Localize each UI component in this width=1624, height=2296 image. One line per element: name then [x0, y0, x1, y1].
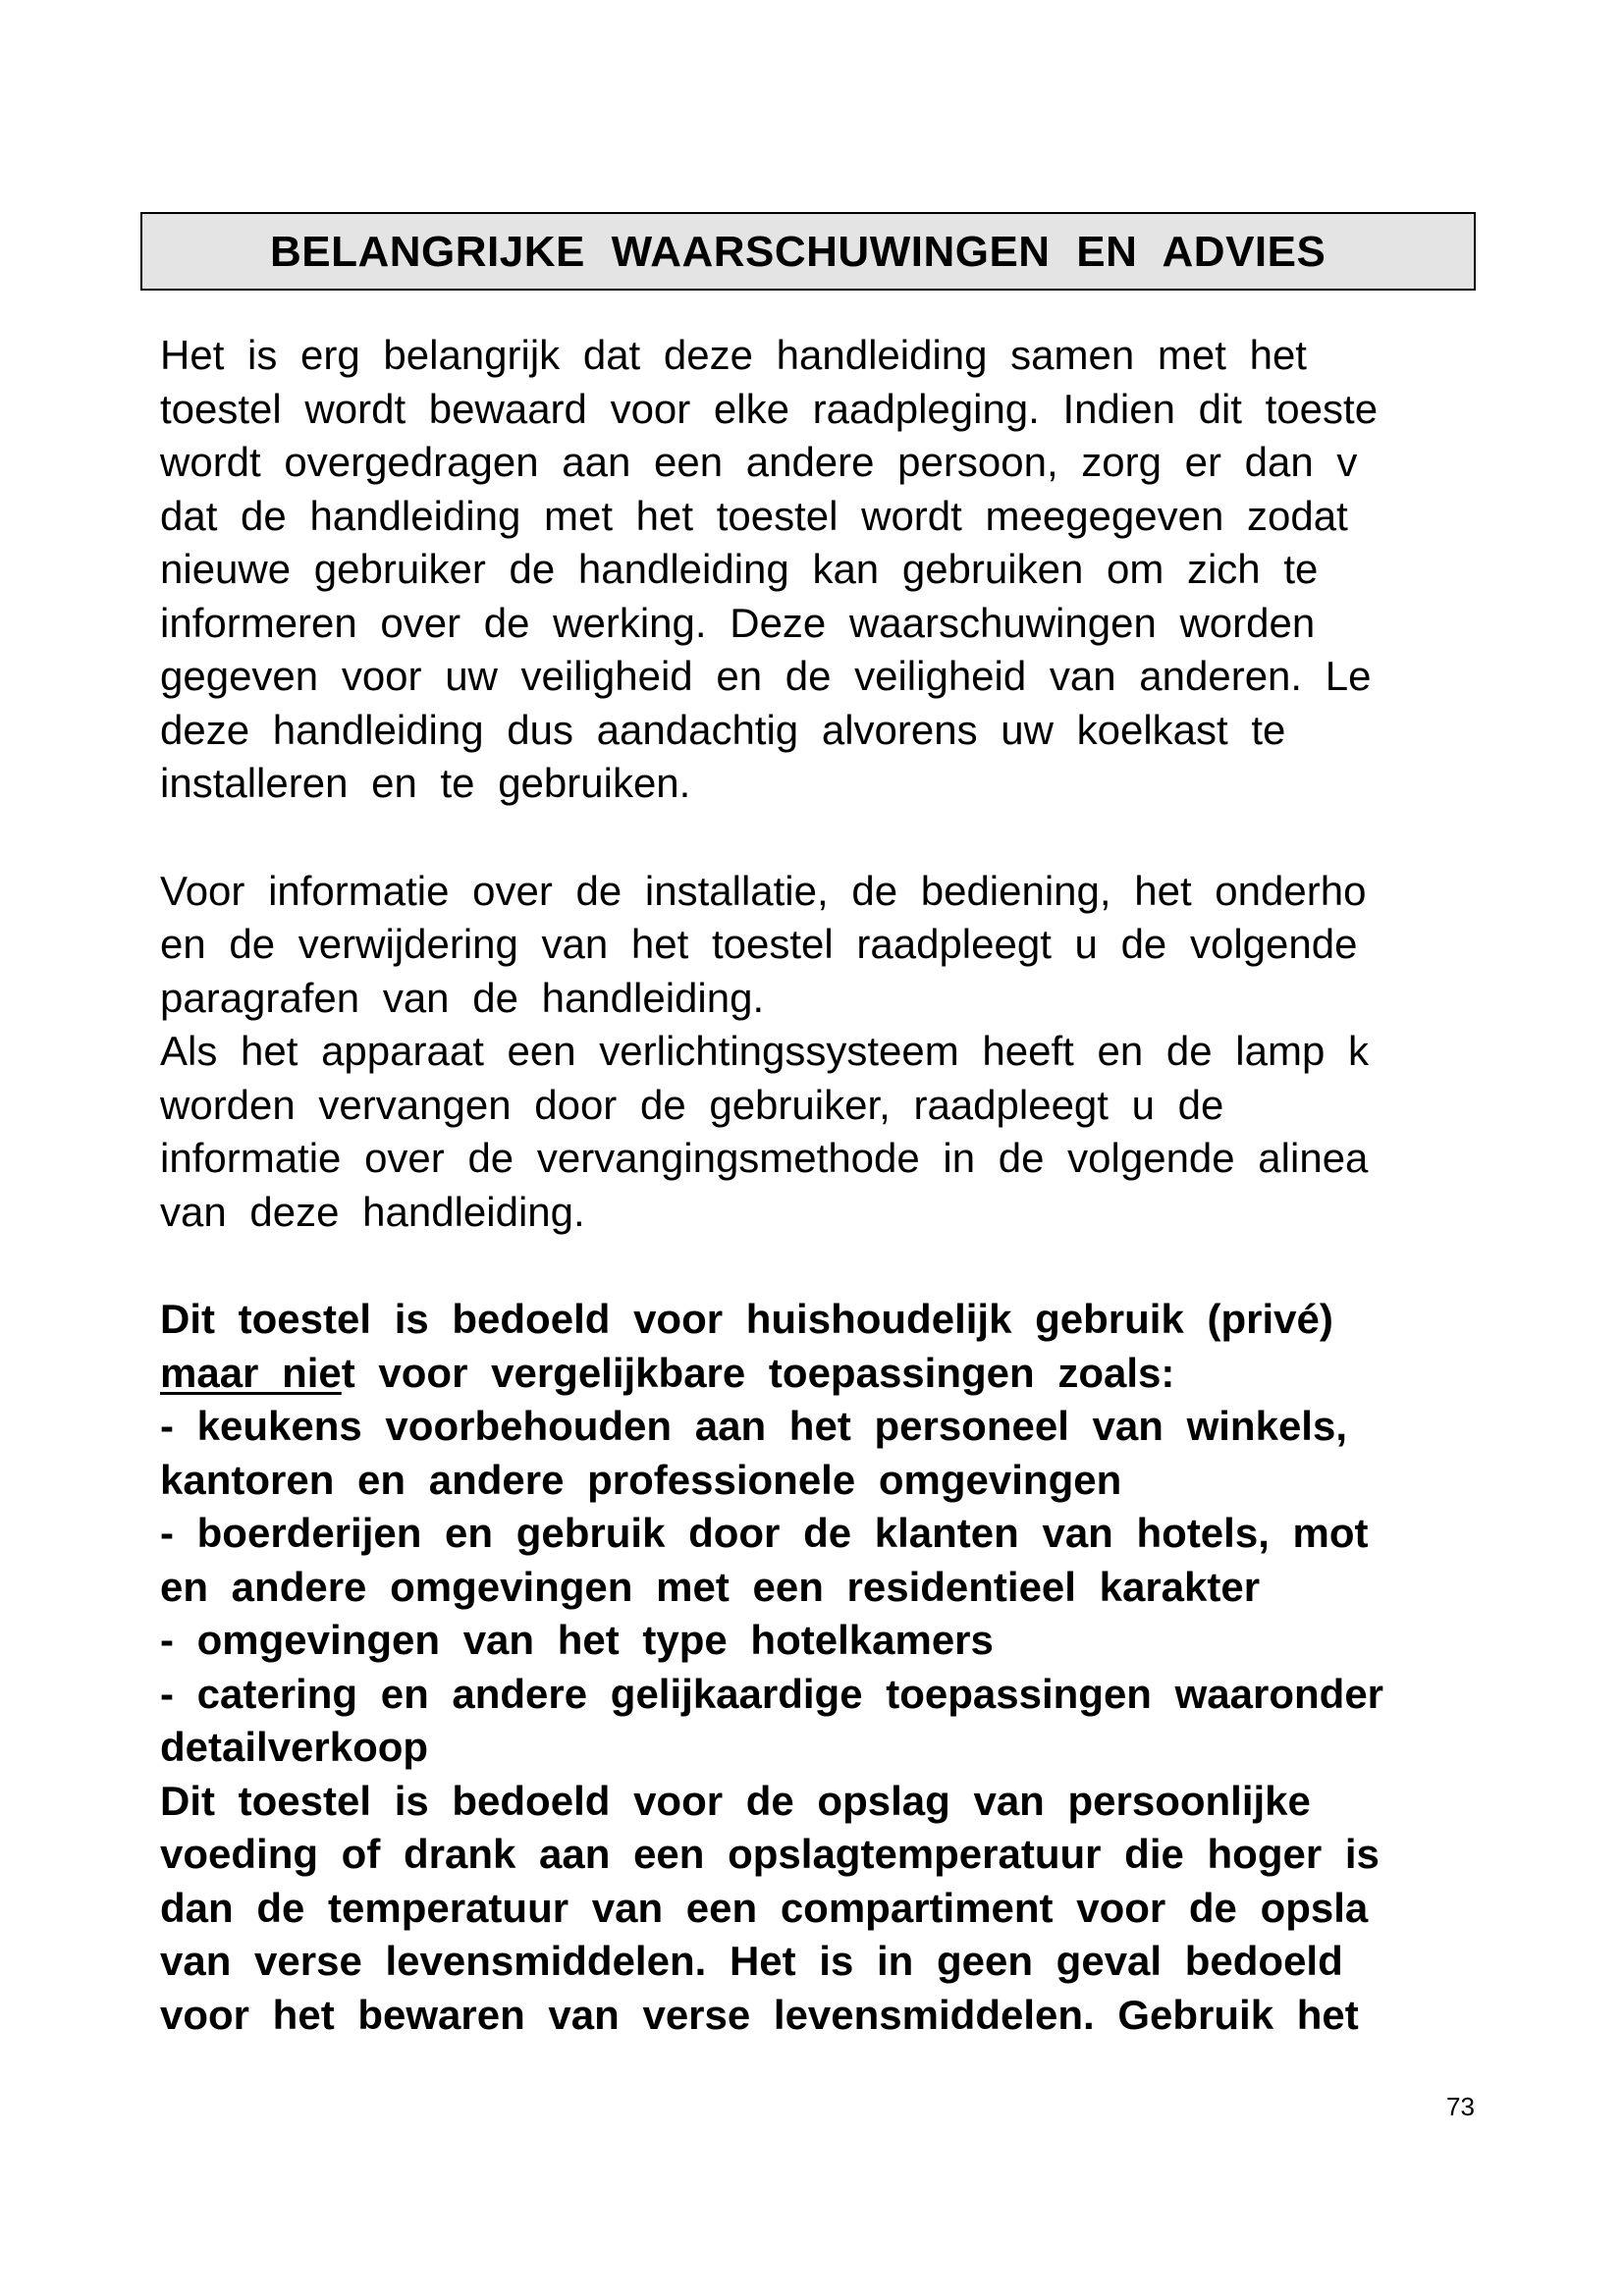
- page-number: 73: [1446, 2092, 1475, 2121]
- title-box: [140, 212, 1476, 291]
- paragraph-info: [160, 865, 1624, 1240]
- document-body: [160, 329, 1624, 2042]
- page-title: BELANGRIJKE WAARSCHUWINGEN EN ADVIES: [270, 228, 1326, 276]
- text-line: Voor informatie over de installatie, de bediening, het onderho: [160, 867, 1367, 914]
- text-line: informeren over de werking. Deze waarschuwingen worden: [160, 599, 1316, 646]
- text-line: voor het bewaren van verse levensmiddelen. Gebruik het: [160, 1991, 1359, 2038]
- text-fragment: t voor vergelijkbare toepassingen zoals:: [341, 1349, 1175, 1396]
- text-line: Het is erg belangrijk dat deze handleiding samen met het: [160, 332, 1307, 378]
- text-line: - boerderijen en gebruik door de klanten van hotels, mot: [160, 1510, 1369, 1556]
- text-line: - omgevingen van het type hotelkamers: [160, 1617, 994, 1663]
- text-line: [160, 1347, 1624, 1401]
- text-line: toestel wordt bewaard voor elke raadpleging. Indien dit toeste: [160, 385, 1379, 432]
- text-line: wordt overgedragen aan een andere persoon, zorg er dan v: [160, 439, 1358, 485]
- underlined-text: maar nie: [160, 1349, 342, 1396]
- text-line: Als het apparaat een verlichtingssysteem heeft en de lamp k: [160, 1028, 1369, 1074]
- paragraph-intro: [160, 329, 1624, 811]
- text-line: voeding of drank aan een opslagtemperatuur die hoger is: [160, 1831, 1380, 1877]
- text-line: worden vervangen door de gebruiker, raadpleegt u de: [160, 1081, 1224, 1128]
- text-line: Dit toestel is bedoeld voor de opslag van persoonlijke: [160, 1777, 1311, 1824]
- text-line: dat de handleiding met het toestel wordt meegegeven zodat: [160, 492, 1348, 539]
- paragraph-spacer: [160, 1239, 1624, 1293]
- text-line: - keukens voorbehouden aan het personeel van winkels,: [160, 1403, 1347, 1449]
- text-line: detailverkoop: [160, 1724, 429, 1770]
- text-line: dan de temperatuur van een compartiment voor de opsla: [160, 1884, 1369, 1931]
- text-line: installeren en te gebruiken.: [160, 760, 691, 806]
- text-line: en andere omgevingen met een residentieel karakter: [160, 1563, 1261, 1610]
- text-line: van verse levensmiddelen. Het is in geen geval bedoeld: [160, 1938, 1343, 1984]
- text-line: informatie over de vervangingsmethode in de volgende alinea: [160, 1135, 1369, 1181]
- text-line: paragrafen van de handleiding.: [160, 974, 765, 1021]
- text-line: - catering en andere gelijkaardige toepassingen waaronder: [160, 1670, 1384, 1717]
- text-line: deze handleiding dus aandachtig alvorens uw koelkast te: [160, 706, 1286, 753]
- paragraph-spacer: [160, 811, 1624, 865]
- text-line: van deze handleiding.: [160, 1188, 585, 1235]
- text-line: Dit toestel is bedoeld voor huishoudelijk gebruik (privé): [160, 1296, 1333, 1342]
- text-line: kantoren en andere professionele omgevingen: [160, 1456, 1122, 1503]
- intended-use-section: [160, 1293, 1624, 2042]
- text-line: nieuwe gebruiker de handleiding kan gebruiken om zich te: [160, 546, 1319, 592]
- text-line: en de verwijdering van het toestel raadpleegt u de volgende: [160, 921, 1358, 967]
- text-line: gegeven voor uw veiligheid en de veiligheid van anderen. Le: [160, 653, 1372, 699]
